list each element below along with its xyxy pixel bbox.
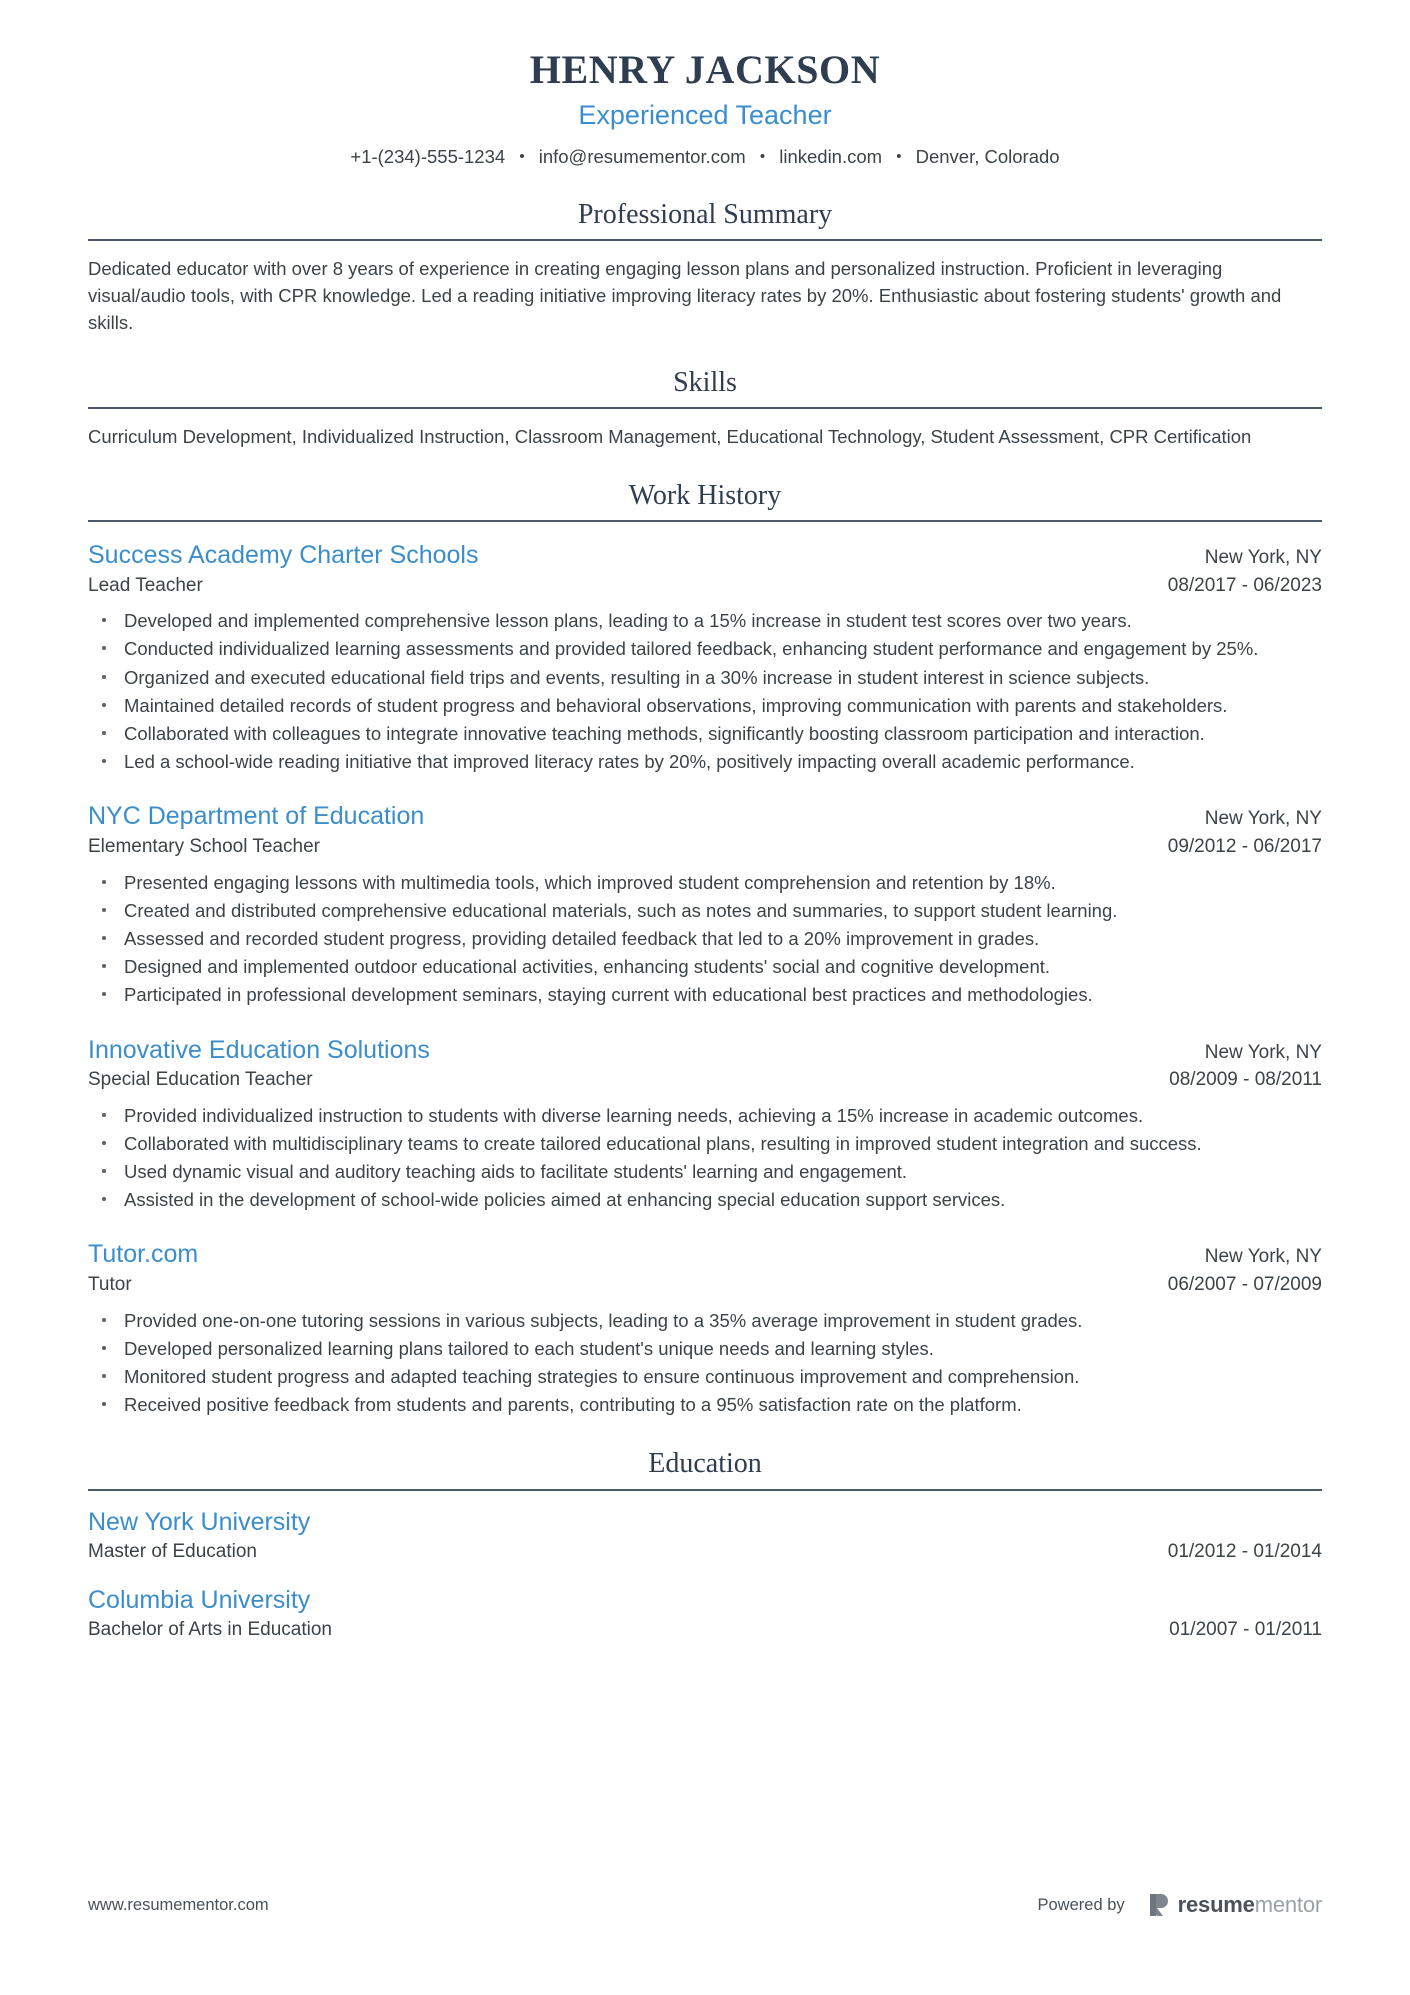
job-bullet: Provided individualized instruction to students with diverse learning needs, achieving a 15% increase in academic outcomes. (88, 1102, 1322, 1129)
job-bullet-list (88, 869, 1322, 1009)
job-bullet-list (88, 1307, 1322, 1419)
section-professional-summary (88, 199, 1322, 337)
section-heading-summary: Professional Summary (577, 198, 833, 230)
section-divider (88, 520, 1322, 522)
job-role-row (88, 1273, 1322, 1298)
job-dates: 09/2012 - 06/2017 (1167, 835, 1322, 857)
job-role: Tutor (88, 1273, 132, 1295)
job-company-row (88, 1035, 1322, 1067)
job-bullet: Provided one-on-one tutoring sessions in various subjects, leading to a 35% average improvement in student grades. (88, 1307, 1322, 1334)
education-school: New York University (88, 1507, 311, 1536)
job-bullet: Used dynamic visual and auditory teaching aids to facilitate students' learning and engagement. (88, 1158, 1322, 1185)
education-entry (88, 1507, 1322, 1565)
job-bullet: Created and distributed comprehensive educational materials, such as notes and summaries, to support student learning. (88, 897, 1322, 924)
brand-word-mentor: mentor (1254, 1892, 1322, 1917)
section-skills (88, 367, 1322, 450)
education-degree: Master of Education (88, 1541, 257, 1563)
job-bullet: Maintained detailed records of student progress and behavioral observations, improving communication with parents and stakeholders. (88, 692, 1322, 719)
job-role-row (88, 835, 1322, 860)
powered-by-label: Powered by (1037, 1895, 1125, 1914)
section-heading-skills: Skills (673, 366, 737, 398)
section-work-history (88, 480, 1322, 1419)
contact-location: Denver, Colorado (915, 145, 1060, 167)
job-role: Elementary School Teacher (88, 835, 320, 857)
resumementor-logo (1147, 1893, 1322, 1917)
summary-text: Dedicated educator with over 8 years of experience in creating engaging lesson plans and personalized instruction. Proficient in leveraging visual/audio tools, with CPR knowledge. Led a reading initiative improving literacy rates by 20%. Enthusiastic about fostering students' growth and skills. (88, 257, 1282, 334)
job-company: Success Academy Charter Schools (88, 541, 479, 570)
section-heading-education: Education (648, 1448, 762, 1480)
education-entry (88, 1585, 1322, 1643)
education-school: Columbia University (88, 1585, 311, 1614)
education-dates: 01/2007 - 01/2011 (1169, 1619, 1322, 1641)
job-company-row (88, 1239, 1322, 1271)
education-dates: 01/2012 - 01/2014 (1167, 1541, 1322, 1563)
section-education (88, 1448, 1322, 1643)
section-divider (88, 239, 1322, 241)
job-company: NYC Department of Education (88, 802, 425, 831)
education-degree-row (88, 1618, 1322, 1643)
job-dates: 06/2007 - 07/2009 (1167, 1273, 1322, 1295)
contact-linkedin: linkedin.com (779, 145, 883, 167)
job-company: Innovative Education Solutions (88, 1035, 430, 1064)
job-bullet: Collaborated with multidisciplinary teams to create tailored educational plans, resulting in improved student integration and success. (88, 1130, 1322, 1157)
work-history-entry (88, 1035, 1322, 1214)
job-company-row (88, 540, 1322, 572)
contact-email: info@resumementor.com (538, 145, 746, 167)
job-bullet: Participated in professional development seminars, staying current with educational best practices and methodologies. (88, 981, 1322, 1008)
candidate-name: HENRY JACKSON (529, 47, 881, 92)
job-bullet: Assessed and recorded student progress, providing detailed feedback that led to a 20% improvement in grades. (88, 925, 1322, 952)
job-company: Tutor.com (88, 1240, 199, 1269)
job-bullet: Received positive feedback from students and parents, contributing to a 95% satisfaction rate on the platform. (88, 1391, 1322, 1418)
job-role: Lead Teacher (88, 574, 203, 596)
education-degree: Bachelor of Arts in Education (88, 1619, 332, 1641)
section-divider (88, 1489, 1322, 1491)
brand-word-resume: resume (1177, 1892, 1255, 1917)
section-heading-work-history: Work History (628, 479, 782, 511)
job-bullet: Presented engaging lessons with multimedia tools, which improved student comprehension and retention by 18%. (88, 869, 1322, 896)
contact-separator-icon: • (759, 147, 766, 165)
job-company-row (88, 801, 1322, 833)
page-footer (88, 1893, 1322, 1917)
resume-header (88, 48, 1322, 169)
candidate-title: Experienced Teacher (578, 100, 832, 130)
skills-text: Curriculum Development, Individualized Instruction, Classroom Management, Educational Technology, Student Assessment, CPR Certification (88, 425, 1252, 447)
job-bullet: Assisted in the development of school-wide policies aimed at enhancing special education support services. (88, 1186, 1322, 1213)
education-degree-row (88, 1540, 1322, 1565)
section-divider (88, 407, 1322, 409)
work-history-entry (88, 801, 1322, 1008)
education-list (88, 1507, 1322, 1643)
footer-branding (1038, 1893, 1323, 1917)
work-history-list (88, 540, 1322, 1418)
resumementor-wordmark (1178, 1894, 1322, 1916)
job-bullet-list (88, 607, 1322, 775)
job-bullet: Led a school-wide reading initiative that improved literacy rates by 20%, positively impacting overall academic performance. (88, 748, 1322, 775)
job-bullet: Designed and implemented outdoor educational activities, enhancing students' social and cognitive development. (88, 953, 1322, 980)
job-location: New York, NY (1204, 808, 1322, 830)
contact-separator-icon: • (896, 147, 902, 165)
job-bullet: Monitored student progress and adapted teaching strategies to ensure continuous improvement and comprehension. (88, 1363, 1322, 1390)
job-bullet: Developed and implemented comprehensive lesson plans, leading to a 15% increase in student test scores over two years. (88, 607, 1322, 634)
job-bullet: Organized and executed educational field trips and events, resulting in a 30% increase in student interest in science subjects. (88, 664, 1322, 691)
job-role-row (88, 574, 1322, 599)
job-role-row (88, 1068, 1322, 1093)
job-bullet-list (88, 1102, 1322, 1214)
job-dates: 08/2017 - 06/2023 (1167, 574, 1322, 596)
job-bullet: Conducted individualized learning assessments and provided tailored feedback, enhancing student performance and engagement by 25%. (88, 635, 1322, 662)
job-role: Special Education Teacher (88, 1069, 313, 1091)
work-history-entry (88, 540, 1322, 775)
contact-line (88, 145, 1322, 169)
footer-website-url[interactable]: www.resumementor.com (88, 1895, 269, 1914)
work-history-entry (88, 1239, 1322, 1418)
contact-phone: +1-(234)-555-1234 (350, 145, 506, 167)
job-bullet: Collaborated with colleagues to integrate innovative teaching methods, significantly boosting classroom participation and interaction. (88, 720, 1322, 747)
job-location: New York, NY (1204, 1246, 1322, 1268)
contact-separator-icon: • (519, 147, 525, 165)
job-location: New York, NY (1204, 1041, 1322, 1063)
job-bullet: Developed personalized learning plans tailored to each student's unique needs and learning styles. (88, 1335, 1322, 1362)
job-dates: 08/2009 - 08/2011 (1169, 1069, 1322, 1091)
job-location: New York, NY (1204, 547, 1322, 569)
resumementor-mark-icon (1147, 1893, 1169, 1917)
